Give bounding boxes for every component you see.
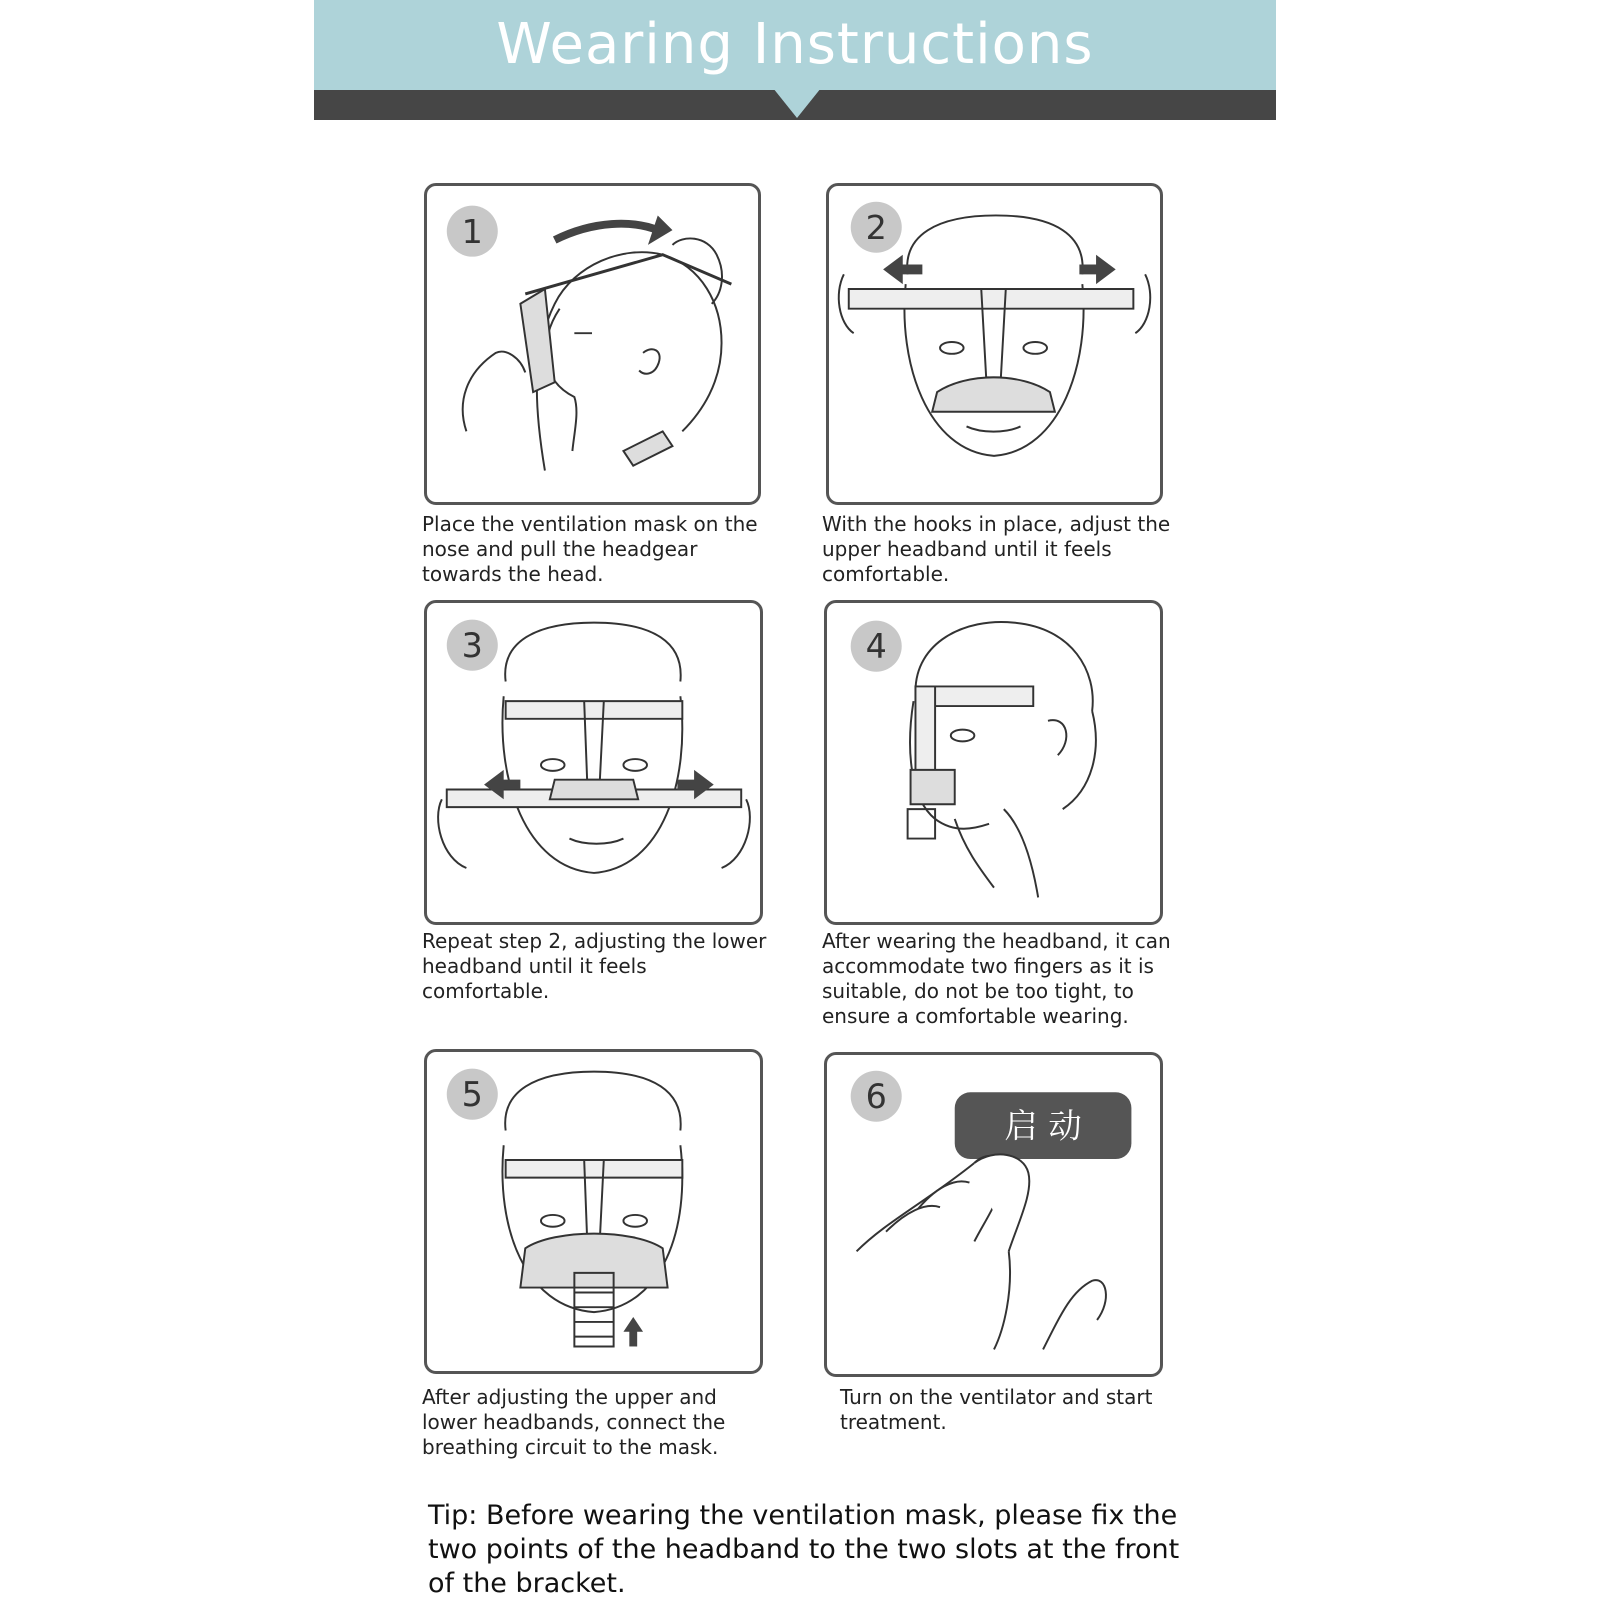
step-5-panel — [424, 1049, 763, 1374]
step-3-number: 3 — [461, 625, 483, 665]
step-1-illustration — [427, 186, 758, 502]
step-2-illustration — [829, 186, 1160, 502]
step-6-panel — [824, 1052, 1163, 1377]
step-2-panel — [826, 183, 1163, 505]
step-5-illustration — [427, 1052, 760, 1371]
header-band — [314, 0, 1276, 90]
step-5-caption: After adjusting the upper and lower headbands, connect the breathing circuit to the mask. — [422, 1385, 726, 1459]
step-1-panel — [424, 183, 761, 505]
step-6-number: 6 — [865, 1077, 887, 1117]
step-4-panel — [824, 600, 1163, 925]
step-3-illustration — [427, 603, 760, 922]
step-1-caption: Place the ventilation mask on the nose and pull the headgear towards the head. — [422, 512, 758, 586]
step-4-number: 4 — [865, 626, 887, 666]
start-button-label: 启 动 — [1004, 1106, 1082, 1146]
step-3-panel — [424, 600, 763, 925]
step-3-caption: Repeat step 2, adjusting the lower headband until it feels comfortable. — [422, 929, 767, 1003]
page-title: Wearing Instructions — [496, 12, 1094, 77]
step-6-illustration — [827, 1055, 1160, 1374]
step-2-number: 2 — [865, 207, 887, 247]
step-1-number: 1 — [461, 211, 483, 251]
step-4-illustration — [827, 603, 1160, 922]
step-6-caption: Turn on the ventilator and start treatment. — [840, 1385, 1153, 1434]
step-4-caption: After wearing the headband, it can accommodate two fingers as it is suitable, do not be too tight, to ensure a comfortable wearing. — [822, 929, 1171, 1028]
header-notch — [773, 88, 821, 118]
tip-text: Tip: Before wearing the ventilation mask, please fix the two points of the headband to the two slots at the front of the bracket. — [428, 1500, 1180, 1599]
step-2-caption: With the hooks in place, adjust the upper headband until it feels comfortable. — [822, 512, 1171, 586]
step-5-number: 5 — [461, 1074, 483, 1114]
